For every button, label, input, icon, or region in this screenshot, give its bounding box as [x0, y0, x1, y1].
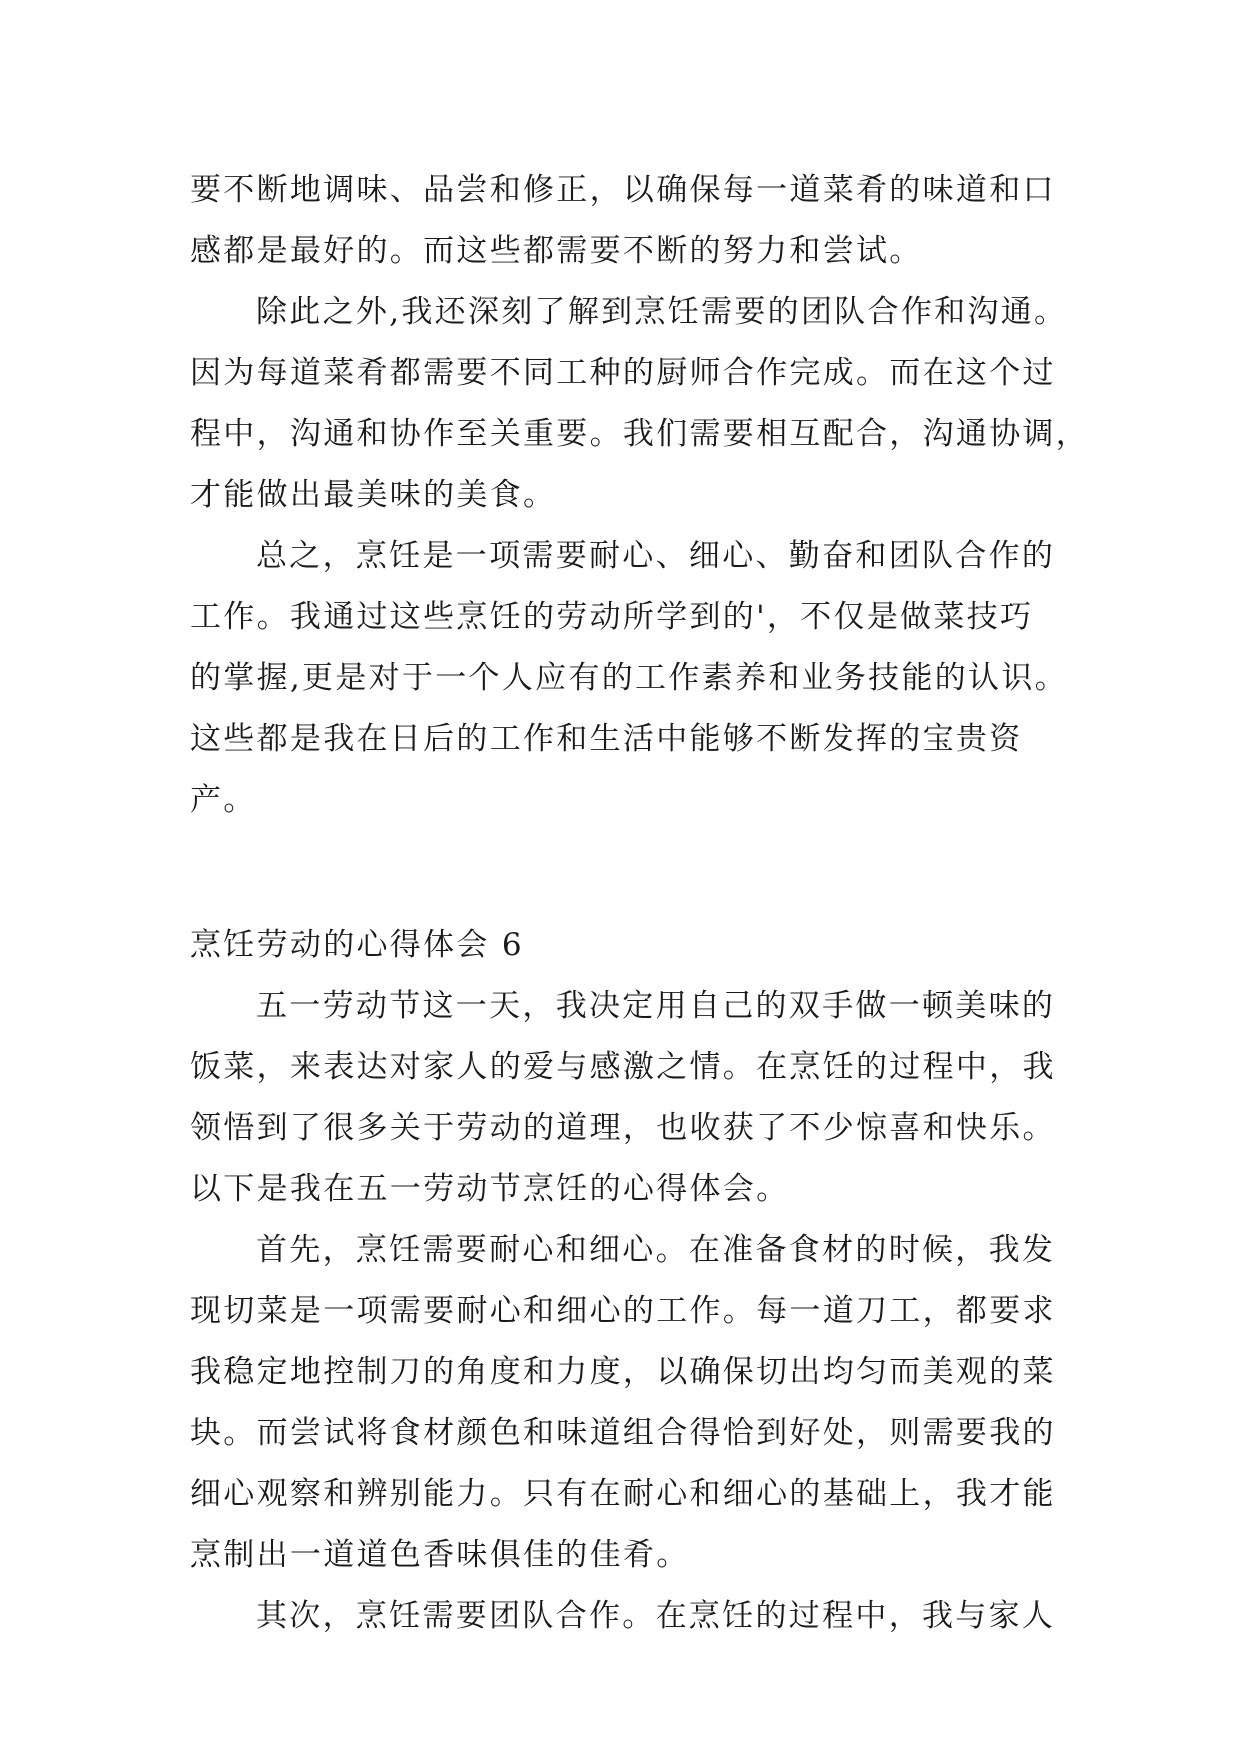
text-line: 程中，沟通和协作至关重要。我们需要相互配合，沟通协调，: [190, 416, 1090, 452]
text-line: 因为每道菜肴都需要不同工种的厨师合作完成。而在这个过: [190, 355, 1056, 391]
text-line: 才能做出最美味的美食。: [190, 477, 557, 513]
text-line: 现切菜是一项需要耐心和细心的工作。每一道刀工，都要求: [190, 1293, 1056, 1329]
text-line: 工作。我通过这些烹饪的劳动所学到的'，不仅是做菜技巧: [190, 599, 1034, 635]
text-section-before-heading: [190, 160, 1090, 831]
text-line: 细心观察和辨别能力。只有在耐心和细心的基础上，我才能: [190, 1476, 1056, 1512]
text-line: 饭菜，来表达对家人的爱与感激之情。在烹饪的过程中，我: [190, 1049, 1056, 1085]
section-heading: 烹饪劳动的心得体会 6: [190, 927, 524, 963]
text-line: 领悟到了很多关于劳动的道理，也收获了不少惊喜和快乐。: [190, 1110, 1056, 1146]
text-line: 要不断地调味、品尝和修正，以确保每一道菜肴的味道和口: [190, 172, 1056, 208]
document-body: [190, 160, 1090, 1647]
text-line: 的掌握,更是对于一个人应有的工作素养和业务技能的认识。: [190, 660, 1068, 696]
text-line: 块。而尝试将食材颜色和味道组合得恰到好处，则需要我的: [190, 1415, 1056, 1451]
text-line: 五一劳动节这一天，我决定用自己的双手做一顿美味的: [256, 988, 1056, 1024]
text-section-after-heading: [190, 976, 1090, 1647]
text-line: 其次，烹饪需要团队合作。在烹饪的过程中，我与家人: [256, 1598, 1056, 1634]
text-line: 除此之外,我还深刻了解到烹饪需要的团队合作和沟通。: [256, 294, 1068, 330]
text-line: 感都是最好的。而这些都需要不断的努力和尝试。: [190, 233, 923, 269]
text-line: 产。: [190, 782, 257, 818]
text-line: 烹制出一道道色香味俱佳的佳肴。: [190, 1537, 690, 1573]
text-line: 总之，烹饪是一项需要耐心、细心、勤奋和团队合作的: [256, 538, 1056, 574]
text-line: 我稳定地控制刀的角度和力度，以确保切出均匀而美观的菜: [190, 1354, 1056, 1390]
text-line: 以下是我在五一劳动节烹饪的心得体会。: [190, 1171, 790, 1207]
text-line: 这些都是我在日后的工作和生活中能够不断发挥的宝贵资: [190, 721, 1023, 757]
section-spacer: [190, 831, 1090, 915]
text-line: 首先，烹饪需要耐心和细心。在准备食材的时候，我发: [256, 1232, 1056, 1268]
